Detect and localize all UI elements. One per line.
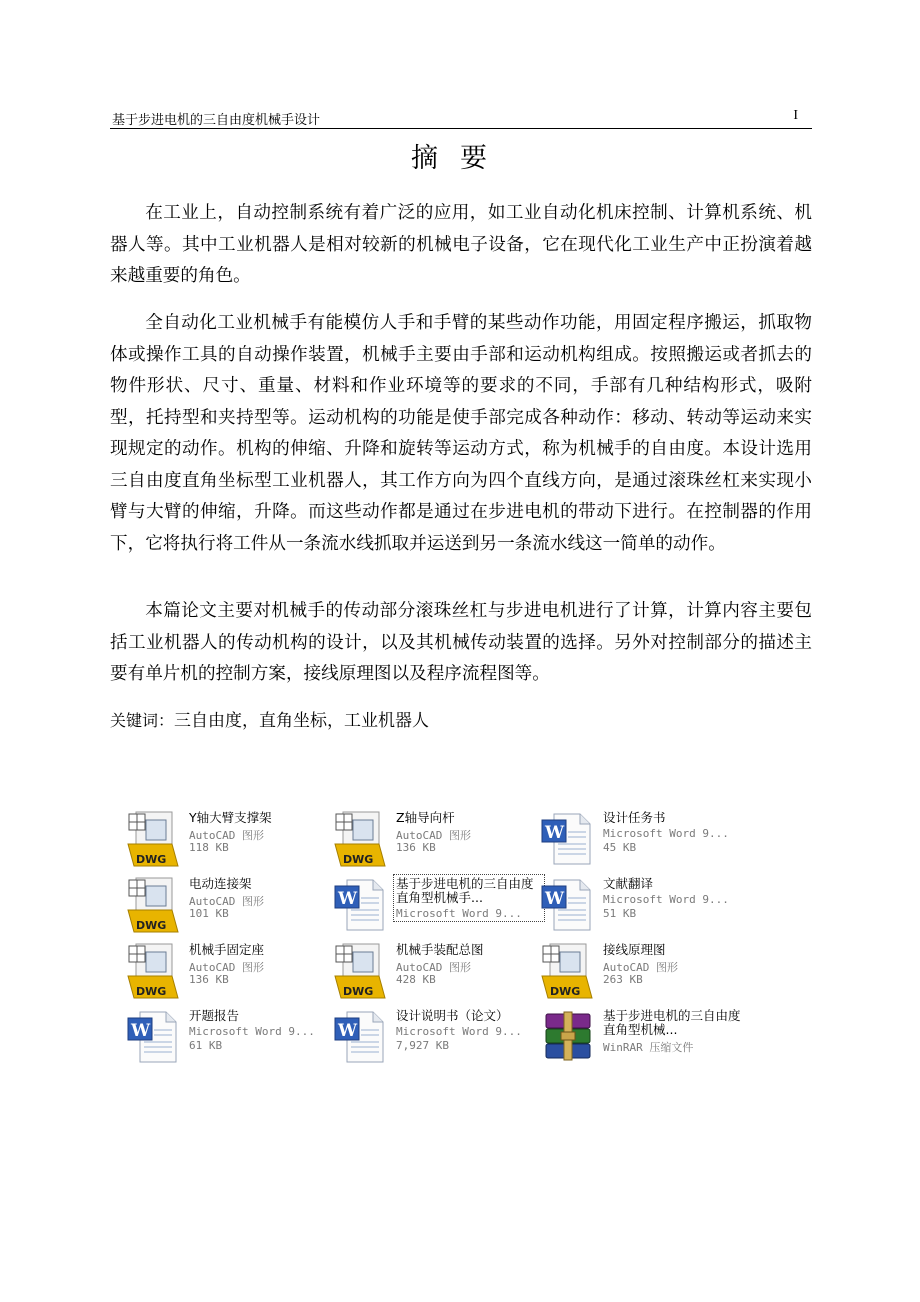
svg-text:DWG: DWG (136, 853, 167, 866)
file-item[interactable] (333, 808, 538, 870)
file-type: AutoCAD 图形 (189, 961, 264, 974)
file-type: AutoCAD 图形 (189, 895, 264, 908)
file-item[interactable] (540, 874, 745, 936)
file-size: 45 KB (603, 841, 637, 854)
dwg-file-icon (126, 810, 182, 868)
file-size: 428 KB (396, 973, 436, 986)
word-document-icon (126, 1008, 182, 1066)
word-document-icon (540, 810, 596, 868)
keywords-label: 关键词： (110, 711, 175, 730)
svg-text:W: W (131, 1021, 151, 1041)
file-type: Microsoft Word 9... (396, 907, 522, 920)
winrar-archive-icon (540, 1008, 596, 1066)
file-type: AutoCAD 图形 (603, 961, 678, 974)
keywords-line (110, 706, 429, 736)
file-item[interactable] (333, 940, 538, 1002)
file-item[interactable] (333, 1006, 538, 1068)
file-name: 基于步进电机的三自由度直角型机械手... (396, 876, 534, 905)
file-name: 开题报告 (189, 1008, 240, 1023)
file-item-selected[interactable] (333, 874, 538, 936)
file-size: 51 KB (603, 907, 637, 920)
file-name: 设计说明书（论文） (396, 1008, 509, 1023)
abstract-paragraph-1: 在工业上，自动控制系统有着广泛的应用，如工业自动化机床控制、计算机系统、机器人等。其中工业机器人是相对较新的机械电子设备，它在现代化工业生产中正扮演着越来越重要的角色。 (110, 203, 812, 286)
svg-text:DWG: DWG (550, 985, 581, 998)
file-name: 基于步进电机的三自由度直角型机械... (603, 1008, 741, 1037)
file-item[interactable] (126, 874, 331, 936)
svg-text:W: W (545, 823, 565, 843)
svg-text:W: W (545, 889, 565, 909)
file-type: Microsoft Word 9... (189, 1025, 315, 1038)
abstract-heading: 摘要 (411, 143, 509, 174)
file-name: 机械手固定座 (189, 942, 265, 957)
file-size: 118 KB (189, 841, 229, 854)
word-document-icon (333, 876, 389, 934)
file-browser-grid (126, 808, 766, 1068)
file-item[interactable] (540, 940, 745, 1002)
file-type: AutoCAD 图形 (396, 961, 471, 974)
dwg-file-icon (333, 942, 389, 1000)
page-number: I (793, 108, 798, 123)
svg-text:DWG: DWG (136, 985, 167, 998)
file-name: Z轴导向杆 (396, 810, 455, 825)
file-name: 接线原理图 (603, 942, 666, 957)
page-header (110, 108, 812, 129)
file-name: 机械手装配总图 (396, 942, 484, 957)
file-item[interactable] (126, 808, 331, 870)
file-size: 61 KB (189, 1039, 223, 1052)
file-name: 电动连接架 (189, 876, 252, 891)
file-size: 136 KB (396, 841, 436, 854)
file-name: 文献翻译 (603, 876, 654, 891)
svg-text:DWG: DWG (343, 985, 374, 998)
dwg-file-icon (333, 810, 389, 868)
header-title: 基于步进电机的三自由度机械手设计 (112, 113, 321, 128)
file-size: 101 KB (189, 907, 229, 920)
file-item[interactable] (126, 1006, 331, 1068)
file-size: 136 KB (189, 973, 229, 986)
file-item[interactable] (540, 1006, 745, 1068)
file-type: AutoCAD 图形 (189, 829, 264, 842)
abstract-paragraph-3: 本篇论文主要对机械手的传动部分滚珠丝杠与步进电机进行了计算，计算内容主要包括工业机器人的传动机构的设计，以及其机械传动装置的选择。另外对控制部分的描述主要有单片机的控制方案，接线原理图以及程序流程图等。 (110, 601, 812, 684)
file-name: Y轴大臂支撑架 (189, 810, 272, 825)
file-name: 设计任务书 (603, 810, 666, 825)
svg-text:W: W (338, 1021, 358, 1041)
svg-text:DWG: DWG (136, 919, 167, 932)
keywords-value: 三自由度，直角坐标，工业机器人 (174, 711, 430, 731)
word-document-icon (540, 876, 596, 934)
dwg-file-icon (540, 942, 596, 1000)
svg-text:DWG: DWG (343, 853, 374, 866)
file-type: WinRAR 压缩文件 (603, 1041, 694, 1054)
dwg-file-icon (126, 876, 182, 934)
file-type: Microsoft Word 9... (603, 827, 729, 840)
file-item[interactable] (540, 808, 745, 870)
file-size: 7,927 KB (396, 1039, 449, 1052)
word-document-icon (333, 1008, 389, 1066)
dwg-file-icon (126, 942, 182, 1000)
svg-text:W: W (338, 889, 358, 909)
file-size: 263 KB (603, 973, 643, 986)
file-type: AutoCAD 图形 (396, 829, 471, 842)
file-item[interactable] (126, 940, 331, 1002)
abstract-paragraph-2: 全自动化工业机械手有能模仿人手和手臂的某些动作功能，用固定程序搬运，抓取物体或操作工具的自动操作装置，机械手主要由手部和运动机构组成。按照搬运或者抓去的物件形状、尺寸、重量、材料和作业环境等的要求的不同，手部有几种结构形式，吸附型，托持型和夹持型等。运动机构的功能是使手部完成各种动作：移动、转动等运动来实现规定的动作。机构的伸缩、升降和旋转等运动方式，称为机械手的自由度。本设计选用三自由度直角坐标型工业机器人，其工作方向为四个直线方向，是通过滚珠丝杠来实现小臂与大臂的伸缩，升降。而这些动作都是通过在步进电机的带动下进行。在控制器的作用下，它将执行将工件从一条流水线抓取并运送到另一条流水线这一简单的动作。 (110, 313, 812, 554)
file-type: Microsoft Word 9... (603, 893, 729, 906)
file-type: Microsoft Word 9... (396, 1025, 522, 1038)
